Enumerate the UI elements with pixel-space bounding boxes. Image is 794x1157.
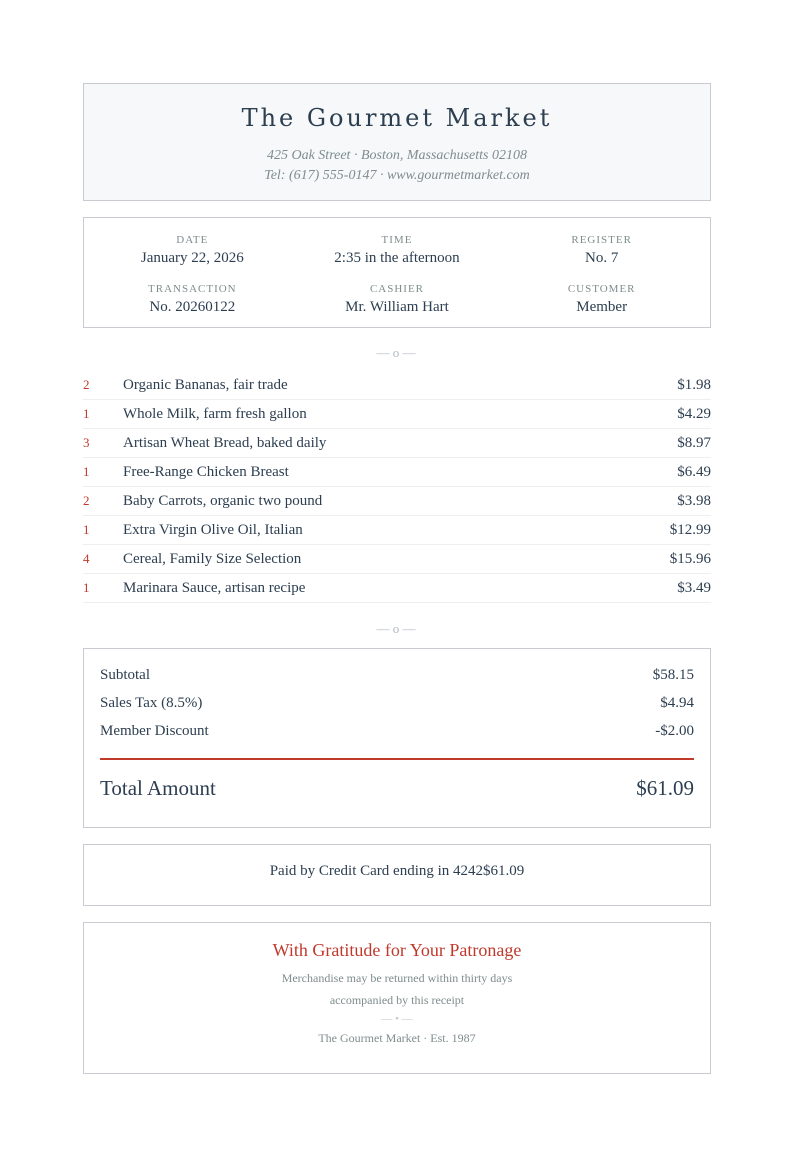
list-item bbox=[83, 487, 711, 516]
cashier-label: CASHIER bbox=[369, 283, 425, 295]
item-name: Baby Carrots, organic two pound bbox=[123, 492, 323, 509]
customer-value: Member bbox=[576, 299, 628, 315]
subtotal-value: $58.15 bbox=[652, 666, 694, 683]
store-header bbox=[83, 83, 711, 201]
transaction-value: No. 20260122 bbox=[149, 299, 236, 315]
payment-method: Paid by Credit Card ending in 4242 bbox=[269, 863, 484, 879]
discount-label: Member Discount bbox=[100, 722, 209, 739]
tax-value: $4.94 bbox=[660, 694, 694, 711]
transaction-details bbox=[83, 217, 711, 328]
date-value: January 22, 2026 bbox=[140, 250, 244, 266]
item-price: $4.29 bbox=[677, 405, 711, 422]
list-item bbox=[83, 429, 711, 458]
item-name: Extra Virgin Olive Oil, Italian bbox=[123, 521, 303, 538]
totals-box bbox=[83, 648, 711, 828]
store-contact: Tel: (617) 555-0147 · www.gourmetmarket.com bbox=[264, 168, 530, 183]
item-name: Free-Range Chicken Breast bbox=[123, 463, 289, 480]
total-row bbox=[84, 776, 710, 801]
store-address: 425 Oak Street · Boston, Massachusetts 02108 bbox=[266, 148, 527, 163]
item-name: Organic Bananas, fair trade bbox=[123, 376, 288, 393]
item-price: $3.49 bbox=[677, 579, 711, 596]
payment-box bbox=[83, 844, 711, 906]
register-label: REGISTER bbox=[571, 234, 632, 246]
footer-divider: — • — bbox=[381, 1013, 413, 1025]
item-quantity: 1 bbox=[83, 522, 90, 537]
date-label: DATE bbox=[176, 234, 209, 246]
list-item bbox=[83, 400, 711, 429]
time-label: TIME bbox=[381, 234, 413, 246]
transaction-label: TRANSACTION bbox=[148, 283, 237, 295]
payment-amount: $61.09 bbox=[483, 863, 525, 879]
item-price: $3.98 bbox=[677, 492, 711, 509]
cashier-field bbox=[295, 282, 500, 317]
register-value: No. 7 bbox=[584, 250, 619, 266]
item-quantity: 4 bbox=[83, 551, 90, 566]
item-quantity: 2 bbox=[83, 377, 90, 392]
customer-label: CUSTOMER bbox=[567, 283, 636, 295]
item-price: $1.98 bbox=[677, 376, 711, 393]
date-field bbox=[90, 233, 295, 268]
register-field bbox=[499, 233, 704, 268]
list-item bbox=[83, 545, 711, 574]
time-field bbox=[295, 233, 500, 268]
item-price: $8.97 bbox=[677, 434, 711, 451]
item-quantity: 1 bbox=[83, 580, 90, 595]
item-name: Whole Milk, farm fresh gallon bbox=[123, 405, 307, 422]
item-quantity: 2 bbox=[83, 493, 90, 508]
item-price: $12.99 bbox=[669, 521, 711, 538]
tax-row bbox=[84, 689, 710, 717]
total-label: Total Amount bbox=[100, 776, 216, 800]
section-divider-top: — o — bbox=[376, 345, 416, 360]
thank-you-message: With Gratitude for Your Patronage bbox=[272, 940, 522, 960]
footer-tagline: The Gourmet Market · Est. 1987 bbox=[318, 1031, 476, 1045]
item-quantity: 1 bbox=[83, 464, 90, 479]
list-item bbox=[83, 458, 711, 487]
subtotal-row bbox=[84, 661, 710, 689]
discount-row bbox=[84, 717, 710, 745]
store-name: The Gourmet Market bbox=[241, 104, 553, 132]
item-quantity: 1 bbox=[83, 406, 90, 421]
time-value: 2:35 in the afternoon bbox=[334, 250, 460, 266]
list-item bbox=[83, 516, 711, 545]
item-name: Marinara Sauce, artisan recipe bbox=[123, 579, 306, 596]
total-value: $61.09 bbox=[636, 776, 694, 800]
cashier-value: Mr. William Hart bbox=[345, 299, 449, 315]
list-item bbox=[83, 371, 711, 400]
discount-value: -$2.00 bbox=[655, 722, 694, 739]
total-rule bbox=[100, 758, 694, 760]
tax-label: Sales Tax (8.5%) bbox=[100, 694, 203, 711]
item-list bbox=[83, 371, 711, 603]
return-policy-line-1: Merchandise may be returned within thirty days bbox=[281, 971, 513, 985]
return-policy-line-2: accompanied by this receipt bbox=[329, 993, 465, 1007]
item-price: $6.49 bbox=[677, 463, 711, 480]
item-price: $15.96 bbox=[669, 550, 711, 567]
section-divider-bottom: — o — bbox=[376, 621, 416, 636]
item-name: Cereal, Family Size Selection bbox=[123, 550, 302, 567]
item-name: Artisan Wheat Bread, baked daily bbox=[123, 434, 327, 451]
item-quantity: 3 bbox=[83, 435, 90, 450]
footer-box bbox=[83, 922, 711, 1074]
customer-field bbox=[499, 282, 704, 317]
list-item bbox=[83, 574, 711, 603]
subtotal-label: Subtotal bbox=[100, 666, 151, 683]
transaction-field bbox=[90, 282, 295, 317]
